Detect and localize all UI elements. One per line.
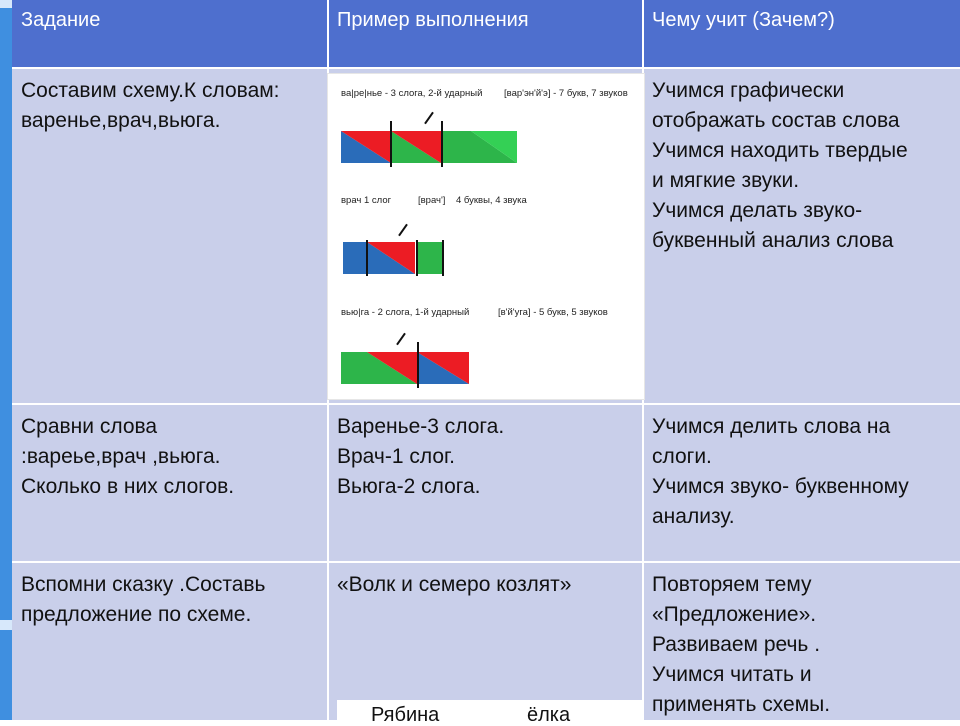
text-line: «Волк и семеро козлят» <box>337 573 572 596</box>
scheme-transcription-vyuga: [в'й'уга] - 5 букв, 5 звуков <box>498 307 608 318</box>
row-divider <box>12 561 960 563</box>
text-line: Варенье-3 слога. <box>337 415 505 438</box>
scheme-block-consonant <box>441 131 471 163</box>
scheme-caption-vyuga: вью|га - 2 слога, 1-й ударный <box>341 307 470 318</box>
scheme-block-soft-consonant <box>471 131 517 163</box>
stress-mark <box>424 112 434 125</box>
text-line: Вьюга-2 слога. <box>337 475 481 498</box>
scheme-block-soft-consonant <box>367 352 417 384</box>
text-line: Повторяем тему <box>652 573 812 596</box>
scheme-block-vowel <box>417 352 469 384</box>
text-line: «Предложение». <box>652 603 817 626</box>
row2-example <box>328 404 643 562</box>
row3-task <box>12 562 328 720</box>
scheme-caption-vrach: врач 1 слог <box>341 195 392 206</box>
header-purpose: Чему учит (Зачем?) <box>643 0 960 68</box>
scheme-block-consonant <box>343 242 367 274</box>
syllable-scheme-image <box>327 73 645 400</box>
row2-task <box>12 404 328 562</box>
row-divider <box>12 403 960 405</box>
letter-divider <box>442 240 444 276</box>
scheme-block-vowel <box>367 242 415 274</box>
row1-task <box>12 68 328 404</box>
text-line: анализу. <box>652 505 735 528</box>
text-line: отображать состав слова <box>652 109 900 132</box>
row1-purpose <box>643 68 960 404</box>
text-line: Учимся находить твердые <box>652 139 908 162</box>
scheme-count-vrach: 4 буквы, 4 звука <box>456 195 527 206</box>
scheme-caption-varenye: ва|ре|нье - 3 слога, 2-й ударный <box>341 88 483 99</box>
text-line: Сколько в них слогов. <box>21 475 235 498</box>
text-line: слоги. <box>652 445 712 468</box>
row-divider <box>12 67 960 69</box>
row3-example <box>328 562 643 720</box>
scheme-block-consonant <box>417 242 443 274</box>
scheme-block-consonant <box>341 352 367 384</box>
header-task: Задание <box>12 0 328 68</box>
text-line: Вспомни сказку .Составь <box>21 573 266 596</box>
scheme-block-soft-consonant <box>341 131 391 163</box>
text-line: варенье,врач,вьюга. <box>21 109 221 132</box>
text-line: применять схемы. <box>652 693 831 716</box>
scheme-word: ёлка <box>527 704 571 726</box>
text-line: Врач-1 слог. <box>337 445 455 468</box>
scheme-word: Рябина <box>371 704 440 726</box>
text-line: :вареье,врач ,вьюга. <box>21 445 221 468</box>
text-line: Составим схему.К словам: <box>21 79 280 102</box>
text-line: Учимся делать звуко- <box>652 199 863 222</box>
text-line: и мягкие звуки. <box>652 169 800 192</box>
text-line: Сравни слова <box>21 415 158 438</box>
scheme-transcription-varenye: [вар'эн'й'э] - 7 букв, 7 звуков <box>504 88 628 99</box>
stress-mark <box>396 333 406 346</box>
text-line: Учимся звуко- буквенному <box>652 475 909 498</box>
stress-mark <box>398 224 408 237</box>
letter-divider <box>416 240 418 276</box>
text-line: буквенный анализ слова <box>652 229 894 252</box>
syllable-divider <box>441 121 443 167</box>
text-line: предложение по схеме. <box>21 603 252 626</box>
header-example: Пример выполнения <box>328 0 643 68</box>
text-line: Учимся графически <box>652 79 845 102</box>
text-line: Развиваем речь . <box>652 633 821 656</box>
scheme-block-soft-consonant <box>391 131 441 163</box>
row3-purpose <box>643 562 960 720</box>
text-line: Учимся читать и <box>652 663 812 686</box>
text-line: Учимся делить слова на <box>652 415 891 438</box>
row2-purpose <box>643 404 960 562</box>
scheme-transcription-vrach: [врач'] <box>418 195 446 206</box>
letter-divider <box>366 240 368 276</box>
sentence-scheme-partial <box>337 700 642 726</box>
syllable-divider <box>417 342 419 388</box>
syllable-divider <box>390 121 392 167</box>
